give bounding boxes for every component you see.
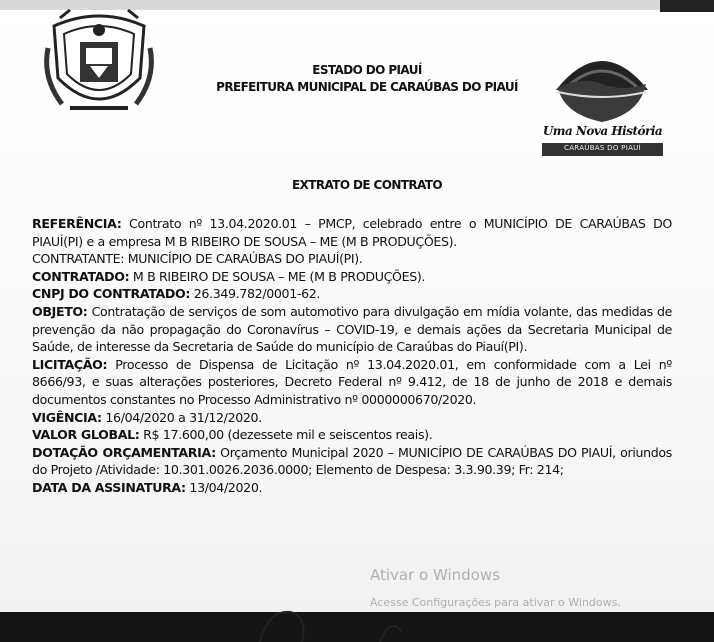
contratado-text: M B RIBEIRO DE SOUSA – ME (M B PRODUÇÕES). (132, 268, 426, 284)
municipal-logo (540, 40, 665, 158)
contratado-label: CONTRATADO: (32, 268, 130, 284)
data-label: DATA DA ASSINATURA: (32, 479, 186, 495)
objeto-label: OBJETO: (32, 303, 88, 319)
windows-activation-title: Ativar o Windows (370, 566, 500, 584)
objeto-paragraph (32, 303, 672, 356)
data-text: 13/04/2020. (189, 479, 263, 495)
vigencia-line (32, 409, 672, 427)
contratado-line (32, 268, 672, 286)
licitacao-paragraph (32, 356, 672, 409)
dotacao-label: DOTAÇÃO ORÇAMENTARIA: (32, 444, 216, 460)
corner-tab (660, 0, 714, 12)
logo-slogan: Uma Nova História (542, 124, 663, 138)
cnpj-text: 26.349.782/0001-62. (193, 286, 321, 302)
data-line (32, 479, 672, 497)
state-heading: ESTADO DO PIAUÍ (312, 63, 422, 77)
contract-body (32, 215, 672, 497)
windows-activation-subtitle: Acesse Configurações para ativar o Windows. (370, 596, 621, 609)
cnpj-line (32, 285, 672, 303)
dotacao-text: Orçamento Municipal 2020 – MUNICÍPIO DE CARAÚBAS DO PIAUÍ, oriundos do Projeto /Atividade: 10.301.0026.2036.0000; Elemento de Despesa: 3.3.90.39; Fr: 214; (32, 444, 672, 478)
licitacao-text: Processo de Dispensa de Licitação nº 13.04.2020.01, em conformidade com a Lei nº 8666/93, e suas alterações posteriores, Decreto Federal nº 9.412, de 18 de junho de 2018 e demais documentos constantes no Processo Administrativo nº 0000000670/2020. (32, 356, 672, 407)
dotacao-paragraph (32, 444, 672, 479)
prefecture-heading: PREFEITURA MUNICIPAL DE CARAÚBAS DO PIAUÍ (216, 80, 518, 94)
cnpj-label: CNPJ DO CONTRATADO: (32, 286, 191, 302)
valor-line (32, 426, 672, 444)
referencia-label: REFERÊNCIA: (32, 216, 122, 231)
vigencia-label: VIGÊNCIA: (32, 409, 102, 425)
vigencia-text: 16/04/2020 a 31/12/2020. (105, 409, 262, 425)
valor-label: VALOR GLOBAL: (32, 427, 140, 443)
logo-caption: CARAÚBAS DO PIAUÍ (564, 144, 641, 152)
objeto-text: Contratação de serviços de som automotivo para divulgação em mídia volante, das medidas de prevenção da não propagação do Coronavírus – COVID-19, e demais ações da Secretaria Municipal de Saúde, de interesse da Secretaria de Saúde do município de Caraúbas do Piauí(PI). (32, 303, 673, 355)
document-title: EXTRATO DE CONTRATO (292, 178, 442, 192)
licitacao-label: LICITAÇÃO: (32, 356, 108, 372)
valor-text: R$ 17.600,00 (dezessete mil e seiscentos reais). (143, 427, 433, 443)
referencia-text: Contrato nº 13.04.2020.01 – PMCP, celebrado entre o MUNICÍPIO DE CARAÚBAS DO PIAUÍ(PI) e a empresa M B RIBEIRO DE SOUSA – ME (M B PRODUÇÕES). (32, 216, 672, 249)
contratante-line: CONTRATANTE: MUNICÍPIO DE CARAÚBAS DO PIAUÍ(PI). (32, 251, 363, 267)
signature-stroke-icon (250, 598, 430, 642)
logo-emblem-icon (540, 40, 665, 158)
referencia-paragraph (32, 215, 672, 250)
